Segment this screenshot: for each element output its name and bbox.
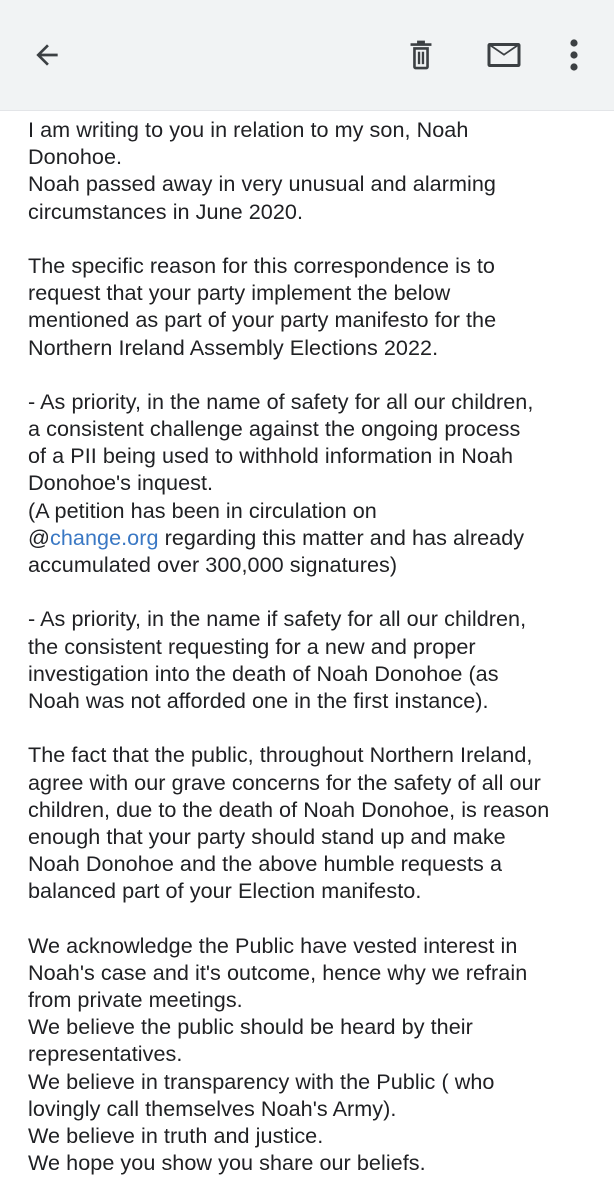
text-line: balanced part of your Election manifesto. [28,878,422,904]
text-line: representatives. [28,1041,183,1067]
text-line: lovingly call themselves Noah's Army). [28,1095,397,1121]
text-line: from private meetings. [28,987,243,1012]
text-line: The specific reason for this correspondence is to [28,252,495,278]
text-line: investigation into the death of Noah Donohoe (as [28,660,499,686]
text-line: Noah was not afforded one in the first instance). [28,687,489,713]
change-org-link[interactable]: change.org [49,524,159,550]
paragraph-beliefs [28,932,604,1177]
text-line: (A petition has been in circulation on [28,497,377,523]
text-line: Donohoe's inquest. [28,470,214,496]
text-line: The fact that the public, throughout Northern Ireland, [28,742,533,768]
text-line: enough that your party should stand up and make [28,823,506,849]
text-line: - As priority, in the name of safety for all our children, [28,388,534,414]
text-line: We believe in transparency with the Public ( who [28,1068,495,1094]
text-line: accumulated over 300,000 signatures) [28,552,398,577]
arrow-back-icon[interactable] [25,33,69,77]
text-line: Noah Donohoe and the above humble requests a [28,851,503,877]
paragraph-priority-investigation [28,605,604,714]
paragraph-priority-pii [28,388,604,578]
text-line: Noah's case and it's outcome, hence why we refrain [28,959,528,985]
link-line-rest: regarding this matter and has already [158,524,525,550]
message-toolbar [0,0,614,111]
text-line: request that your party implement the below [28,280,451,306]
text-line: - As priority, in the name if safety for all our children, [28,606,527,632]
text-line: Northern Ireland Assembly Elections 2022. [28,334,439,360]
text-line: of a PII being used to withhold information in Noah [28,443,514,469]
paragraph-intro [28,116,604,225]
paragraph-reason [28,252,604,361]
text-line: We hope you show you share our beliefs. [28,1150,426,1176]
text-line: a consistent challenge against the ongoing process [28,416,521,442]
text-line: children, due to the death of Noah Donohoe, is reason [28,796,550,822]
text-line: We believe the public should be heard by their [28,1014,473,1040]
text-line: I am writing to you in relation to my son, Noah [28,117,469,142]
text-line: Noah passed away in very unusual and alarming [28,171,496,197]
text-line: the consistent requesting for a new and proper [28,633,476,659]
message-body [28,116,604,1176]
at-symbol: @ [28,524,50,550]
mail-icon[interactable] [482,33,526,77]
more-vert-icon[interactable] [552,33,596,77]
text-line: mentioned as part of your party manifesto for the [28,307,497,333]
text-line: circumstances in June 2020. [28,198,304,224]
paragraph-public-concern [28,741,604,904]
text-line: We believe in truth and justice. [28,1122,324,1148]
text-line: Donohoe. [28,144,123,170]
trash-icon[interactable] [399,33,443,77]
text-line-with-link [28,524,604,551]
text-line: agree with our grave concerns for the safety of all our [28,769,541,795]
text-line: We acknowledge the Public have vested interest in [28,932,518,958]
